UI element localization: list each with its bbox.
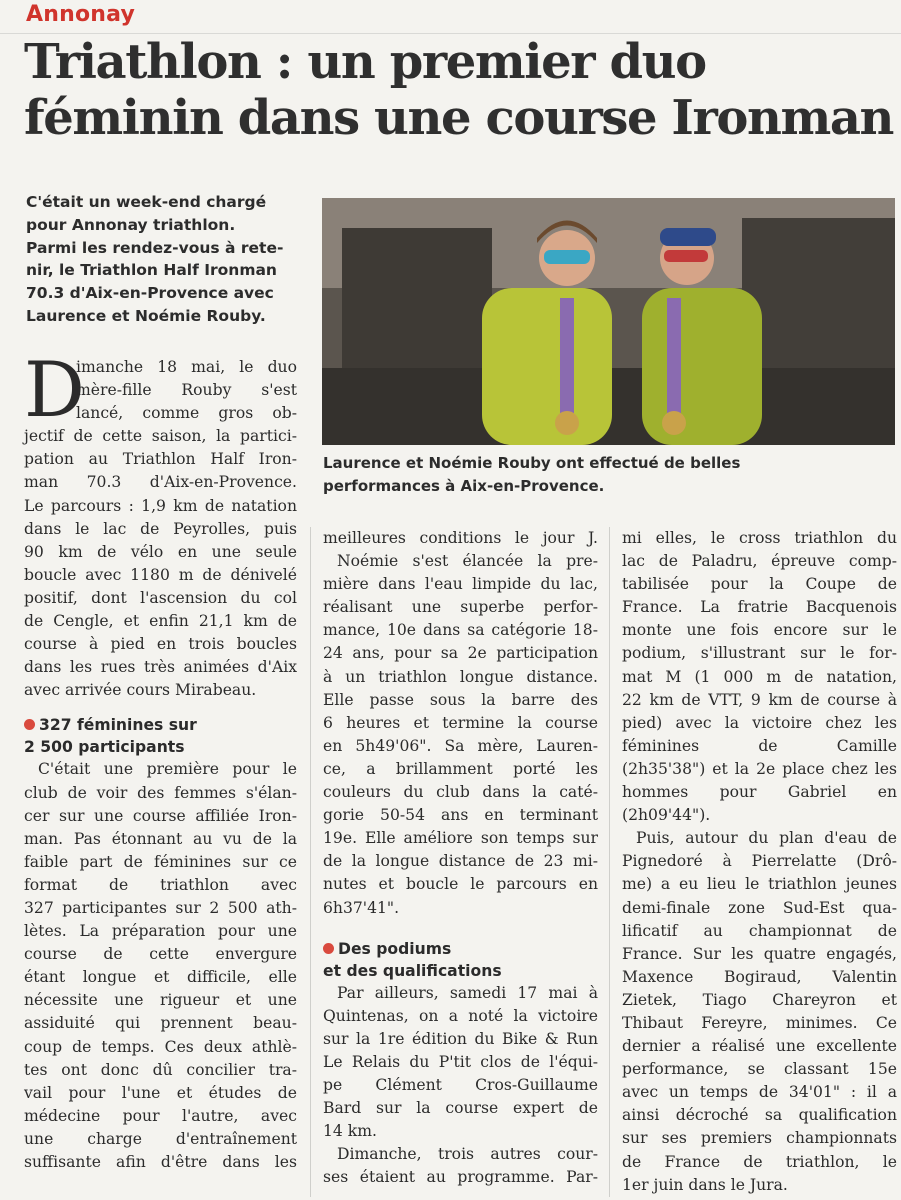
text-line: France. Sur les quatre engagés, — [622, 944, 897, 963]
section-label: Annonay — [26, 2, 136, 27]
subheading-line — [323, 960, 598, 982]
text-line: 22 km de VTT, 9 km de course à — [622, 690, 897, 709]
text-line: Puis, autour du plan d'eau de — [636, 829, 897, 848]
text-line: médecine pour l'autre, avec — [24, 1106, 297, 1125]
column-1 — [24, 345, 297, 1174]
text-line: lac de Paladru, épreuve comp- — [622, 552, 897, 571]
text-line: mat M (1 000 m de natation, — [622, 667, 897, 686]
text-line: pe Clément Cros-Guillaume — [323, 1075, 598, 1094]
bullet-icon — [323, 943, 334, 954]
lead-line: nir, le Triathlon Half Ironman — [26, 261, 277, 280]
text-line: dans les rues très animées d'Aix — [24, 658, 297, 677]
text-line: à un triathlon longue distance. — [323, 667, 598, 686]
text-line: C'était une première pour le — [38, 760, 297, 779]
text-line: boucle avec 1180 m de dénivelé — [24, 565, 297, 584]
text-line: de France de triathlon, le — [622, 1152, 897, 1171]
text-line: étant longue et difficile, elle — [24, 968, 297, 987]
text-line: Le Relais du P'tit clos de l'équi- — [323, 1052, 598, 1071]
text-line: course à pied en trois boucles — [24, 635, 297, 654]
text-line: ce, a brillamment porté les — [323, 759, 598, 778]
text-line: de la longue distance de 23 mi- — [323, 852, 598, 871]
text-line: monte une fois encore sur le — [622, 621, 897, 640]
text-line: club de voir des femmes s'élan- — [24, 783, 297, 802]
text-line: nutes et boucle le parcours en — [323, 875, 598, 894]
text-line: France. La fratrie Bacquenois — [622, 598, 897, 617]
text-line: (2h35'38") et la 2e place chez les — [622, 759, 897, 778]
column-divider-1 — [310, 527, 311, 1197]
text-line: une charge d'entraînement — [24, 1129, 297, 1148]
text-line: réalisant une superbe perfor- — [323, 598, 598, 617]
text-line: meilleures conditions le jour J. — [323, 529, 598, 547]
text-line: jectif de cette saison, la partici- — [24, 427, 297, 446]
text-line: Par ailleurs, samedi 17 mai à — [337, 983, 598, 1002]
text-line: pied) avec la victoire chez les — [622, 713, 897, 732]
text-line: Noémie s'est élancée la pre- — [337, 552, 598, 571]
text-line: assiduité qui prennent beau- — [24, 1014, 297, 1033]
column-divider-2 — [609, 527, 610, 1197]
text-line: 327 participantes sur 2 500 ath- — [24, 898, 297, 917]
text-line: 1er juin dans le Jura. — [622, 1175, 788, 1194]
subheading — [24, 714, 297, 758]
column-3 — [622, 527, 897, 1197]
text-line: Elle passe sous la barre des — [323, 690, 598, 709]
bullet-icon — [24, 719, 35, 730]
subheading — [323, 938, 598, 982]
text-line: me) a eu lieu le triathlon jeunes — [622, 875, 897, 894]
text-line: format de triathlon avec — [24, 875, 297, 894]
text-line: lètes. La préparation pour une — [24, 922, 297, 941]
text-line: féminines de Camille — [622, 736, 897, 755]
text-line: en 5h49'06". Sa mère, Lauren- — [323, 736, 598, 755]
caption-line: performances à Aix-en-Provence. — [323, 477, 605, 495]
lead-line: 70.3 d'Aix-en-Provence avec — [26, 284, 274, 303]
text-line: ainsi décroché sa qualification — [622, 1106, 897, 1125]
text-line: Bard sur la course expert de — [323, 1099, 598, 1118]
text-line: suffisante afin d'être dans les — [24, 1153, 297, 1171]
text-line: Maxence Bogiraud, Valentin — [622, 967, 897, 986]
text-line: mi elles, le cross triathlon du — [622, 529, 897, 547]
text-line: avec arrivée cours Mirabeau. — [24, 681, 257, 700]
headline-line-2: féminin dans une course Ironman — [24, 90, 894, 146]
text-line: Pignedoré à Pierrelatte (Drô- — [622, 852, 897, 871]
text-line: mère-fille Rouby s'est — [76, 381, 297, 400]
text-line: mière dans l'eau limpide du lac, — [323, 575, 598, 594]
text-line: Dimanche, trois autres cour- — [337, 1145, 598, 1164]
text-line: sur ses premiers championnats — [622, 1129, 897, 1148]
text-line: man 70.3 d'Aix-en-Provence. — [24, 473, 297, 492]
text-line: dernier a réalisé une excellente — [622, 1037, 897, 1056]
text-line: pation au Triathlon Half Iron- — [24, 450, 297, 469]
subheading-text: 327 féminines sur — [39, 716, 197, 735]
text-line: ses étaient au programme. Par- — [323, 1168, 598, 1187]
text-line: man. Pas étonnant au vu de la — [24, 829, 297, 848]
text-line: vail pour l'une et études de — [24, 1083, 297, 1102]
text-line: lificatif au championnat de — [622, 921, 897, 940]
subheading-line — [24, 736, 297, 758]
text-line: hommes pour Gabriel en — [622, 783, 897, 802]
subheading-text: Des podiums — [338, 939, 452, 958]
text-line: (2h09'44"). — [622, 806, 711, 825]
column-2 — [323, 527, 598, 1189]
text-line: tabilisée pour la Coupe de — [622, 575, 897, 594]
text-line: 14 km. — [323, 1122, 377, 1141]
article-photo — [322, 198, 895, 445]
text-line: 90 km de vélo en une seule — [24, 542, 297, 561]
text-line: nécessite une rigueur et une — [24, 991, 297, 1010]
text-line: course de cette envergure — [24, 945, 297, 964]
text-line: 6 heures et termine la course — [323, 713, 598, 732]
text-line: tes ont donc dû concilier tra- — [24, 1060, 297, 1079]
text-line: dans le lac de Peyrolles, puis — [24, 519, 297, 538]
subheading-line — [24, 714, 297, 736]
text-line: Quintenas, on a noté la victoire — [323, 1006, 598, 1025]
text-line: 24 ans, pour sa 2e participation — [323, 644, 598, 663]
text-line: positif, dont l'ascension du col — [24, 588, 297, 607]
photo-caption — [323, 452, 883, 498]
article-headline — [24, 34, 894, 146]
text-line: couleurs du club dans la caté- — [323, 783, 598, 802]
text-line: Le parcours : 1,9 km de natation — [24, 496, 297, 515]
headline-line-1: Triathlon : un premier duo — [24, 34, 706, 90]
text-line: 6h37'41". — [323, 898, 400, 917]
text-line: sur la 1re édition du Bike & Run — [323, 1029, 598, 1048]
article-lead — [26, 191, 318, 328]
text-line: avec un temps de 34'01" : il a — [622, 1083, 897, 1102]
text-line: 19e. Elle améliore son temps sur — [323, 829, 598, 848]
text-line: cer sur une course affiliée Iron- — [24, 806, 297, 825]
subheading-text: 2 500 participants — [24, 738, 185, 757]
drop-cap: D — [24, 345, 85, 434]
text-line: performance, se classant 15e — [622, 1060, 897, 1079]
text-line: gorie 50-54 ans en terminant — [323, 806, 598, 825]
photo-two-triathletes-icon — [322, 198, 895, 445]
lead-line: Parmi les rendez-vous à rete- — [26, 238, 284, 257]
text-line: de Cengle, et enfin 21,1 km de — [24, 612, 297, 631]
text-line: mance, 10e dans sa catégorie 18- — [323, 621, 598, 640]
text-line: Zietek, Tiago Chareyron et — [622, 990, 897, 1009]
text-line: imanche 18 mai, le duo — [76, 358, 297, 376]
caption-line: Laurence et Noémie Rouby ont effectué de belles — [323, 454, 741, 472]
lead-line: Laurence et Noémie Rouby. — [26, 306, 266, 325]
text-line: faible part de féminines sur ce — [24, 852, 297, 871]
subheading-text: et des qualifications — [323, 961, 502, 980]
text-line: podium, s'illustrant sur le for- — [622, 644, 897, 663]
text-line: demi-finale zone Sud-Est qua- — [622, 898, 897, 917]
text-line: coup de temps. Ces deux athlè- — [24, 1037, 297, 1056]
text-line: Thibaut Fereyre, minimes. Ce — [622, 1013, 897, 1032]
subheading-line — [323, 938, 598, 960]
lead-line: C'était un week-end chargé — [26, 193, 267, 211]
text-line: lancé, comme gros ob- — [76, 404, 297, 423]
lead-line: pour Annonay triathlon. — [26, 215, 236, 234]
